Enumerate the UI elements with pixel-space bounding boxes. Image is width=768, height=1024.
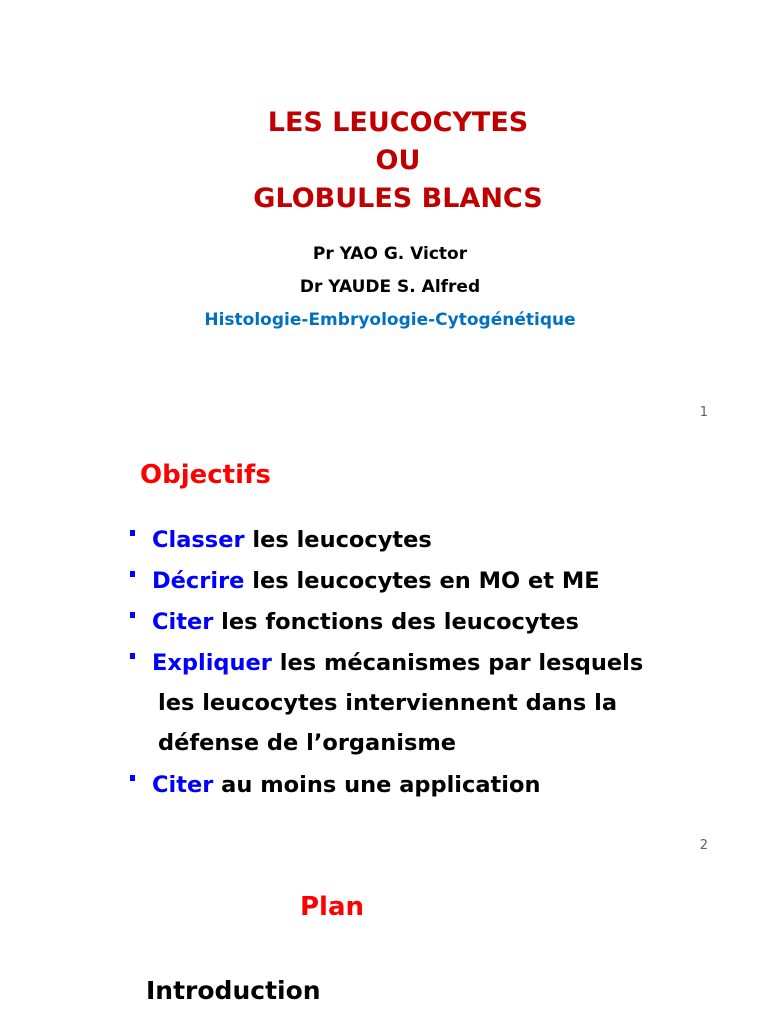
title-line-2: OU [375,145,421,176]
author-1: Pr YAO G. Victor [312,244,468,264]
objective-text: les leucocytes [244,527,432,553]
slide-2 [0,430,768,860]
square-bullet-icon [130,775,135,781]
page-number-2: 2 [699,838,708,853]
objective-verb: Expliquer [152,650,272,676]
plan-item: Introduction [146,976,321,1005]
title-line-3: GLOBULES BLANCS [253,183,543,214]
square-bullet-icon [130,571,135,577]
objective-text: les leucocytes en MO et ME [244,568,600,594]
objective-continuation: défense de l’organisme [158,730,457,756]
slide-1 [0,0,768,430]
objective-verb: Classer [152,527,245,553]
author-2: Dr YAUDE S. Alfred [299,277,481,297]
square-bullet-icon [130,653,135,659]
objective-text: au moins une application [213,772,541,798]
square-bullet-icon [130,530,135,536]
objective-verb: Décrire [152,568,245,594]
objective-verb: Citer [152,609,214,635]
square-bullet-icon [130,612,135,618]
objectives-heading: Objectifs [140,460,271,490]
objective-verb: Citer [152,772,214,798]
objective-continuation: les leucocytes interviennent dans la [158,690,618,716]
objective-text: les mécanismes par lesquels [271,650,644,676]
page-number-1: 1 [699,405,708,420]
title-line-1: LES LEUCOCYTES [267,107,529,138]
objective-text: les fonctions des leucocytes [213,609,579,635]
plan-heading: Plan [300,892,365,922]
department: Histologie-Embryologie-Cytogénétique [204,310,576,330]
slide-3 [0,860,768,1024]
